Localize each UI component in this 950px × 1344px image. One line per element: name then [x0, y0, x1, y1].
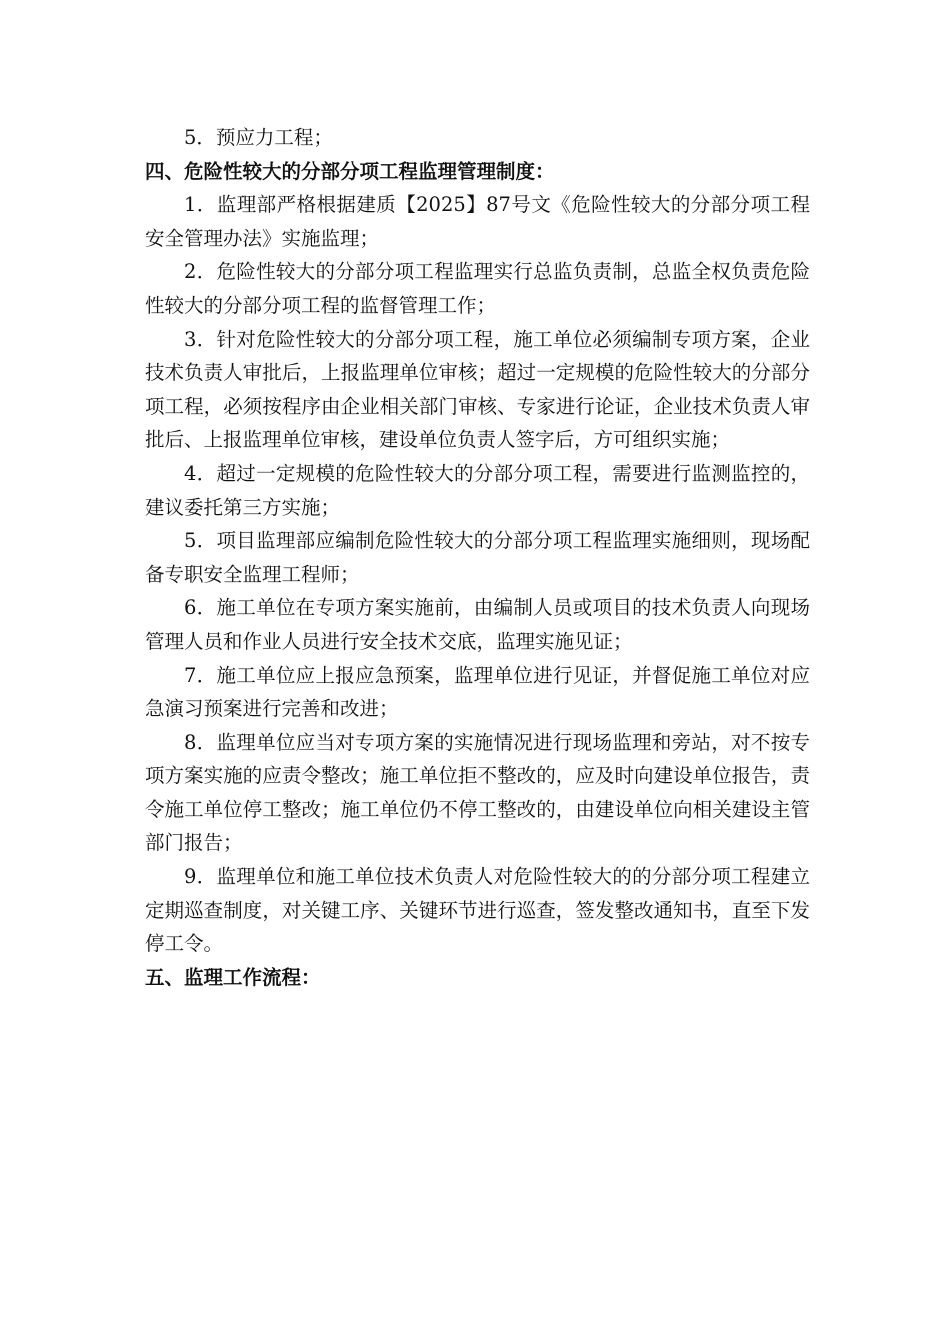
list-item-2: 2．危险性较大的分部分项工程监理实行总监负责制，总监全权负责危险性较大的分部分项工程的监督管理工作；	[145, 260, 810, 317]
section-heading-5: 五、监理工作流程：	[145, 965, 321, 989]
list-item-9: 9．监理单位和施工单位技术负责人对危险性较大的的分部分项工程建立定期巡查制度，对关键工序、关键环节进行巡查，签发整改通知书，直至下发停工令。	[145, 865, 810, 956]
list-item-4: 4．超过一定规模的危险性较大的分部分项工程，需要进行监测监控的，建议委托第三方实施；	[145, 461, 810, 519]
list-item-prestress: 5．预应力工程；	[184, 126, 333, 149]
list-item-6: 6．施工单位在专项方案实施前，由编制人员或项目的技术负责人向现场管理人员和作业人员进行安全技术交底，监理实施见证；	[145, 596, 810, 653]
list-item-8: 8．监理单位应当对专项方案的实施情况进行现场监理和旁站，对不按专项方案实施的应责令整改；施工单位拒不整改的，应及时向建设单位报告，责令施工单位停工整改；施工单位仍不停工整改的，由建设单位向相关建设主管部门报告；	[145, 730, 810, 855]
section-heading-4: 四、危险性较大的分部分项工程监理管理制度：	[145, 159, 555, 183]
list-item-5: 5．项目监理部应编制危险性较大的分部分项工程监理实施细则，现场配备专职安全监理工程师；	[145, 529, 810, 586]
list-item-1: 1．监理部严格根据建质【2025】87号文《危险性较大的分部分项工程安全管理办法》实施监理；	[145, 193, 810, 250]
list-item-7: 7．施工单位应上报应急预案，监理单位进行见证，并督促施工单位对应急演习预案进行完善和改进；	[145, 663, 810, 721]
list-item-3: 3．针对危险性较大的分部分项工程，施工单位必须编制专项方案，企业技术负责人审批后，上报监理单位审核；超过一定规模的危险性较大的分部分项工程，必须按程序由企业相关部门审核、专家进行论证，企业技术负责人审批后、上报监理单位审核，建设单位负责人签字后，方可组织实施；	[145, 327, 810, 452]
document-page	[145, 121, 810, 994]
